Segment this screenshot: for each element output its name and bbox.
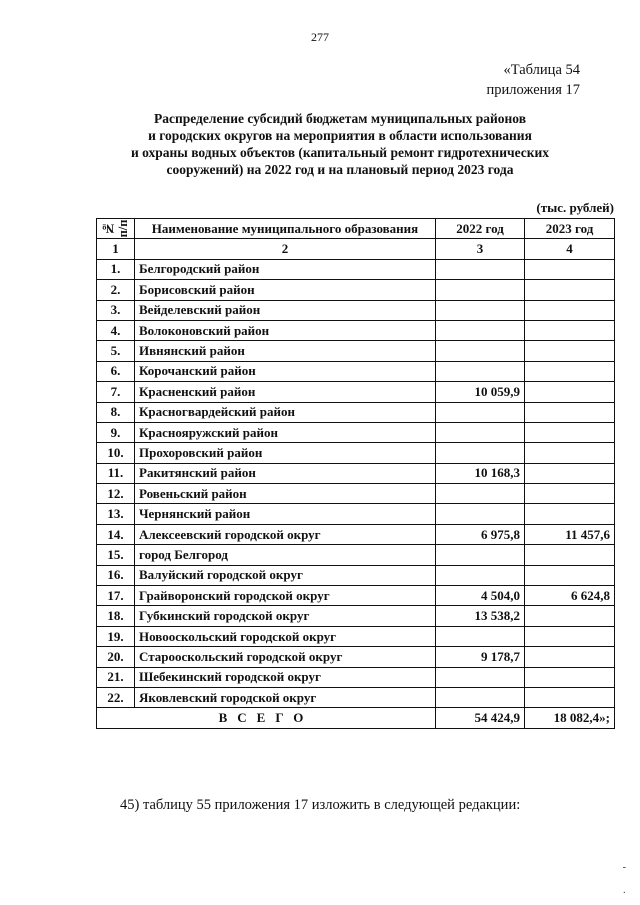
table-header-row <box>97 219 615 239</box>
row-value-2022 <box>436 443 525 463</box>
column-number: 3 <box>436 239 525 259</box>
table-row <box>97 259 615 279</box>
table-reference-line-1: «Таблица 54 <box>503 62 580 78</box>
row-value-2022: 6 975,8 <box>436 524 525 544</box>
table-row <box>97 606 615 626</box>
row-name: Ивнянский район <box>135 341 436 361</box>
table-row <box>97 320 615 340</box>
title-line-3: и охраны водных объектов (капитальный ремонт гидротехнических <box>130 145 550 160</box>
row-value-2023 <box>525 259 615 279</box>
title-line-1: Распределение субсидий бюджетам муниципальных районов <box>153 111 527 126</box>
row-value-2022: 10 168,3 <box>436 463 525 483</box>
row-value-2022 <box>436 667 525 687</box>
row-number: 21. <box>97 667 135 687</box>
row-name: Новооскольский городской округ <box>135 626 436 646</box>
table-row <box>97 443 615 463</box>
row-name: Губкинский городской округ <box>135 606 436 626</box>
row-value-2022 <box>436 484 525 504</box>
row-name: Алексеевский городской округ <box>135 524 436 544</box>
row-name: Корочанский район <box>135 361 436 381</box>
row-name: Краснояружский район <box>135 422 436 442</box>
row-value-2022 <box>436 504 525 524</box>
row-number: 22. <box>97 687 135 707</box>
table-row <box>97 402 615 422</box>
row-number: 10. <box>97 443 135 463</box>
table-row <box>97 586 615 606</box>
row-number: 15. <box>97 545 135 565</box>
header-num-text: № п/п <box>101 219 130 238</box>
amendment-text: 45) таблицу 55 приложения 17 изложить в следующей редакции: <box>120 797 521 813</box>
row-value-2023 <box>525 382 615 402</box>
row-value-2023 <box>525 484 615 504</box>
row-number: 5. <box>97 341 135 361</box>
table-row <box>97 341 615 361</box>
row-value-2023 <box>525 545 615 565</box>
row-number: 2. <box>97 280 135 300</box>
row-value-2023: 6 624,8 <box>525 586 615 606</box>
row-name: Борисовский район <box>135 280 436 300</box>
total-2023: 18 082,4»; <box>525 708 615 728</box>
row-name: Старооскольский городской округ <box>135 647 436 667</box>
row-value-2023 <box>525 443 615 463</box>
table-row <box>97 687 615 707</box>
row-number: 11. <box>97 463 135 483</box>
row-name: Вейделевский район <box>135 300 436 320</box>
table-row <box>97 667 615 687</box>
row-value-2022: 10 059,9 <box>436 382 525 402</box>
row-name: Прохоровский район <box>135 443 436 463</box>
row-name: город Белгород <box>135 545 436 565</box>
row-name: Белгородский район <box>135 259 436 279</box>
row-value-2022 <box>436 422 525 442</box>
header-num <box>97 219 135 239</box>
units-label: (тыс. рублей) <box>536 200 614 215</box>
scan-mark: · <box>622 888 626 899</box>
title-line-4: сооружений) на 2022 год и на плановый период 2023 года <box>166 162 514 177</box>
row-value-2022: 9 178,7 <box>436 647 525 667</box>
table-row <box>97 300 615 320</box>
document-title <box>80 110 600 178</box>
row-number: 14. <box>97 524 135 544</box>
table-row <box>97 565 615 585</box>
column-number: 2 <box>135 239 436 259</box>
table-row <box>97 545 615 565</box>
row-value-2023 <box>525 402 615 422</box>
total-row <box>97 708 615 728</box>
row-value-2022 <box>436 687 525 707</box>
row-number: 1. <box>97 259 135 279</box>
column-number-row <box>97 239 615 259</box>
row-value-2023 <box>525 361 615 381</box>
row-value-2022 <box>436 341 525 361</box>
row-value-2022 <box>436 402 525 422</box>
row-name: Чернянский район <box>135 504 436 524</box>
row-value-2022 <box>436 361 525 381</box>
row-value-2023 <box>525 504 615 524</box>
row-name: Грайворонский городской округ <box>135 586 436 606</box>
header-name: Наименование муниципального образования <box>135 219 436 239</box>
row-value-2023: 11 457,6 <box>525 524 615 544</box>
row-number: 16. <box>97 565 135 585</box>
row-name: Ракитянский район <box>135 463 436 483</box>
row-value-2022: 4 504,0 <box>436 586 525 606</box>
row-value-2023 <box>525 606 615 626</box>
row-number: 20. <box>97 647 135 667</box>
total-2022: 54 424,9 <box>436 708 525 728</box>
row-number: 9. <box>97 422 135 442</box>
title-line-2: и городских округов на мероприятия в области использования <box>148 128 532 143</box>
table-row <box>97 524 615 544</box>
row-number: 6. <box>97 361 135 381</box>
page-number: 277 <box>311 30 329 44</box>
row-value-2022 <box>436 626 525 646</box>
scan-mark: - <box>622 862 626 873</box>
table-row <box>97 422 615 442</box>
row-value-2022 <box>436 545 525 565</box>
total-label: ВСЕГО <box>97 708 436 728</box>
row-value-2023 <box>525 626 615 646</box>
row-value-2023 <box>525 341 615 361</box>
row-value-2022 <box>436 300 525 320</box>
header-2022: 2022 год <box>436 219 525 239</box>
row-value-2023 <box>525 667 615 687</box>
row-number: 8. <box>97 402 135 422</box>
row-value-2023 <box>525 280 615 300</box>
row-name: Красногвардейский район <box>135 402 436 422</box>
row-number: 12. <box>97 484 135 504</box>
row-value-2023 <box>525 422 615 442</box>
row-value-2023 <box>525 565 615 585</box>
row-number: 17. <box>97 586 135 606</box>
row-value-2023 <box>525 647 615 667</box>
row-number: 7. <box>97 382 135 402</box>
table-row <box>97 484 615 504</box>
row-number: 18. <box>97 606 135 626</box>
row-name: Красненский район <box>135 382 436 402</box>
row-value-2022 <box>436 259 525 279</box>
table-row <box>97 280 615 300</box>
row-name: Яковлевский городской округ <box>135 687 436 707</box>
table-row <box>97 647 615 667</box>
row-value-2022 <box>436 280 525 300</box>
table-row <box>97 504 615 524</box>
row-value-2023 <box>525 687 615 707</box>
table-row <box>97 626 615 646</box>
table-reference <box>487 60 580 100</box>
row-number: 3. <box>97 300 135 320</box>
column-number: 4 <box>525 239 615 259</box>
table-row <box>97 382 615 402</box>
row-number: 19. <box>97 626 135 646</box>
table-row <box>97 361 615 381</box>
row-number: 4. <box>97 320 135 340</box>
row-name: Валуйский городской округ <box>135 565 436 585</box>
header-2023: 2023 год <box>525 219 615 239</box>
subsidy-table <box>96 218 615 729</box>
row-value-2023 <box>525 300 615 320</box>
row-number: 13. <box>97 504 135 524</box>
row-name: Волоконовский район <box>135 320 436 340</box>
row-value-2022 <box>436 320 525 340</box>
column-number: 1 <box>97 239 135 259</box>
table-row <box>97 463 615 483</box>
row-name: Ровеньский район <box>135 484 436 504</box>
row-value-2023 <box>525 320 615 340</box>
row-value-2023 <box>525 463 615 483</box>
table-body <box>97 259 615 708</box>
row-value-2022 <box>436 565 525 585</box>
row-value-2022: 13 538,2 <box>436 606 525 626</box>
table-reference-line-2: приложения 17 <box>486 82 580 98</box>
row-name: Шебекинский городской округ <box>135 667 436 687</box>
